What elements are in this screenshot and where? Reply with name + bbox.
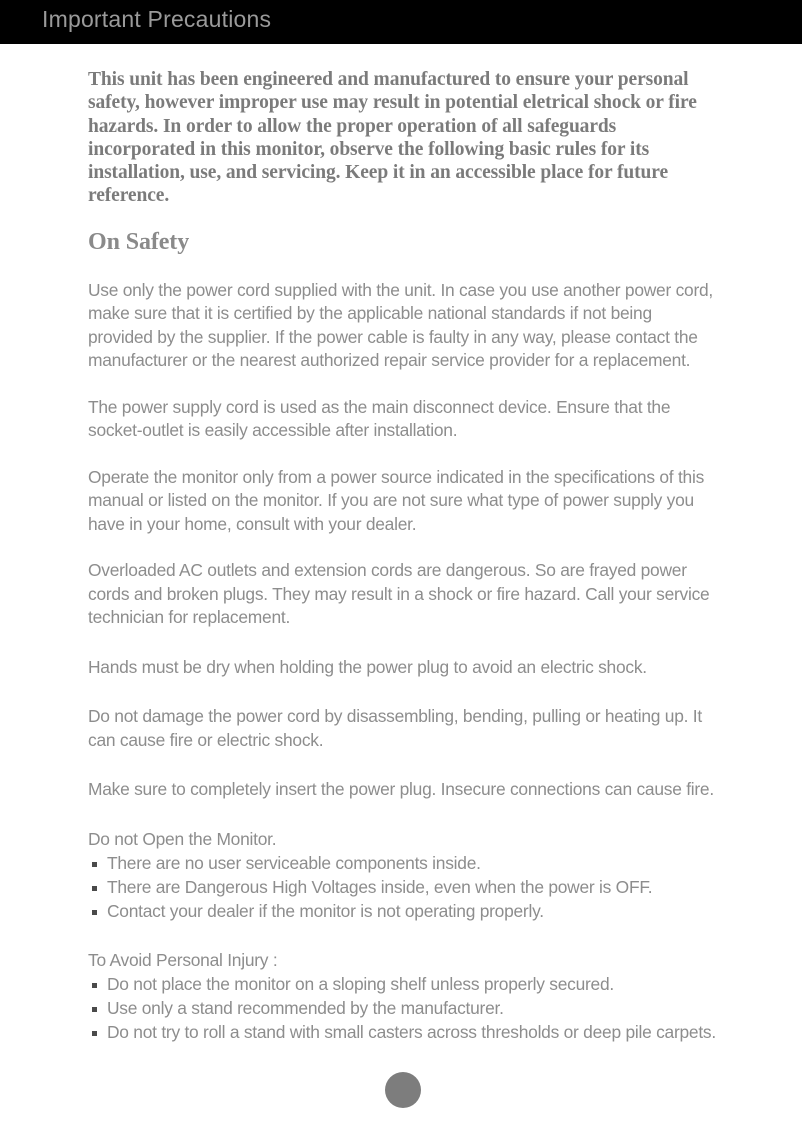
page-header-title: Important Precautions [42,6,272,32]
square-bullet-icon [92,1031,97,1036]
square-bullet-icon [92,862,97,867]
bullet-group-lead: To Avoid Personal Injury : [88,950,278,971]
list-item-label: Do not try to roll a stand with small casters across thresholds or deep pile carpets. [107,1022,716,1043]
square-bullet-icon [92,983,97,988]
safety-paragraph-4: Overloaded AC outlets and extension cords are dangerous. So are frayed power cords and broken plugs. They may result in a shock or fire hazard. Call your service technician for replacement. [88,560,710,628]
list-item [88,997,716,1021]
page-header-bar [0,0,802,44]
bullet-list [88,852,716,924]
safety-paragraph-5: Hands must be dry when holding the power plug to avoid an electric shock. [88,656,647,677]
section-heading-on-safety: On Safety [88,228,190,255]
list-item [88,1021,716,1045]
safety-paragraph-1: Use only the power cord supplied with the unit. In case you use another power cord, make sure that it is certified by the applicable national standards if not being provided by the supplier. If the power cable is faulty in any way, please contact the manufacturer or the nearest authorized repair service provider for a replacement. [88,279,714,371]
list-item [88,852,716,876]
list-item-label: Use only a stand recommended by the manufacturer. [107,998,504,1019]
document-page [0,44,802,1138]
list-item [88,973,716,997]
list-item-label: There are Dangerous High Voltages inside, even when the power is OFF. [107,876,653,897]
page-number-marker [385,1072,421,1108]
bullet-group-lead: Do not Open the Monitor. [88,828,277,849]
safety-paragraph-6: Do not damage the power cord by disassembling, bending, pulling or heating up. It can cause fire or electric shock. [88,706,702,750]
list-item-label: There are no user serviceable components inside. [107,852,481,873]
list-item-label: Contact your dealer if the monitor is not operating properly. [107,900,544,921]
intro-paragraph: This unit has been engineered and manufactured to ensure your personal safety, however improper use may result in potential eletrical shock or fire hazards. In order to allow the proper operation of all safeguards incorporated in this monitor, observe the following basic rules for its installation, use, and servicing. Keep it in an accessible place for future reference. [88,69,697,207]
document-content [88,68,716,1045]
square-bullet-icon [92,886,97,891]
safety-paragraph-7: Make sure to completely insert the power plug. Insecure connections can cause fire. [88,779,714,800]
list-item [88,876,716,900]
square-bullet-icon [92,910,97,915]
safety-paragraph-2: The power supply cord is used as the main disconnect device. Ensure that the socket-outlet is easily accessible after installation. [88,396,671,441]
square-bullet-icon [92,1007,97,1012]
list-item [88,900,716,924]
bullet-group-do-not-open [88,828,716,924]
safety-paragraph-3: Operate the monitor only from a power source indicated in the specifications of this manual or listed on the monitor. If you are not sure what type of power supply you have in your home, consult with your dealer. [88,466,705,534]
bullet-group-avoid-injury [88,949,716,1045]
bullet-list [88,973,716,1045]
list-item-label: Do not place the monitor on a sloping shelf unless properly secured. [107,974,614,995]
